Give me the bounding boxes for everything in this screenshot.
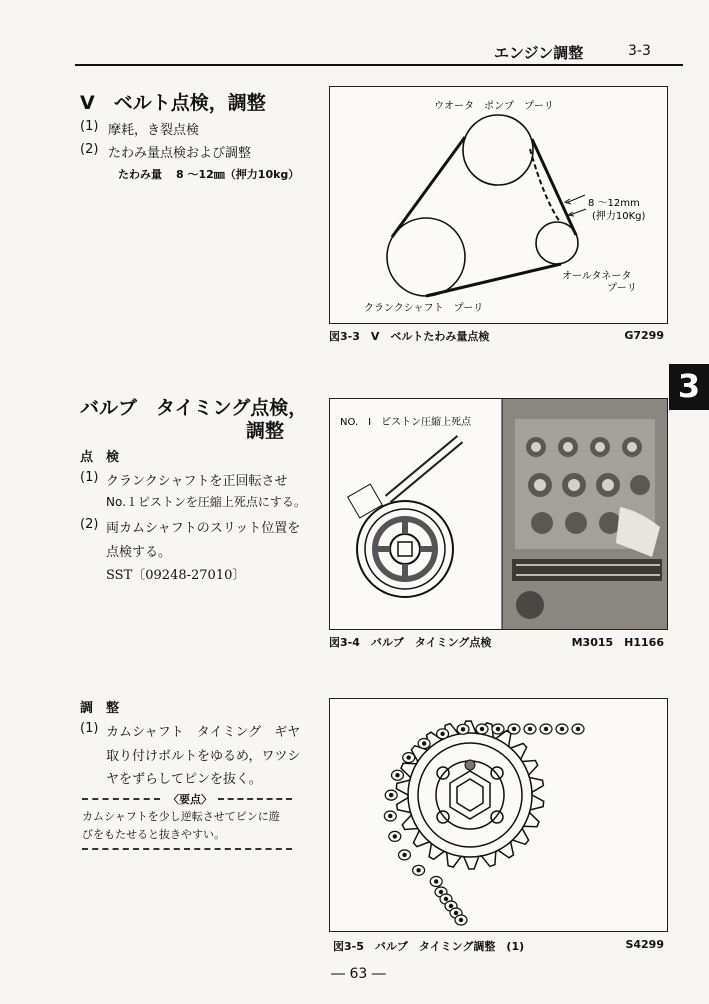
belt-diagram [330,87,667,323]
fig3-4-label: NO. I ピストン圧縮上死点 [340,417,472,428]
v-belt [392,137,576,296]
key-point-box [78,790,298,856]
label-deflection-2: (押力10Kg) [592,211,646,222]
chain-pin [496,727,499,730]
fig3-5-code: S4299 [625,938,664,951]
label-water-pump: ウオータ ポンプ プーリ [434,101,554,112]
figure-3-3 [329,86,668,324]
adjust-item-1-line3: ヤをずらしてピンを抜く。 [106,772,262,787]
label-crankshaft: クランクシャフト プーリ [364,303,484,314]
fig3-3-caption: 図3-3 V ベルトたわみ量点検 [329,330,490,343]
chain-pin [435,880,438,883]
figure-3-4 [329,398,668,630]
chain-pin [390,794,393,797]
key-point-bottom-rule [82,848,292,850]
label-alternator-1: オールタネータ [562,271,632,282]
header-section: エンジン調整 [494,44,584,62]
chain-pin [441,732,444,735]
chain-pin [393,835,396,838]
check-item-1-num: (1) [80,470,99,485]
chain-pin [459,918,462,921]
chain-pin [449,904,452,907]
section1-item-2-num: (2) [80,142,99,157]
header-rule [75,64,683,66]
chain-pin [407,756,410,759]
fig3-3-code: G7299 [624,329,664,342]
key-point-line2: びをもたせると抜きやすい。 [82,828,225,841]
label-alternator-2: プーリ [607,283,637,294]
check-item-2-line1: 両カムシャフトのスリット位置を [106,521,301,536]
figure-3-5 [329,698,668,932]
deflection-arrows [565,195,586,216]
chain-pin [417,869,420,872]
header-number: 3-3 [628,43,651,59]
section1-item-1-text: 摩耗，き裂点検 [108,123,200,138]
page-number: ― 63 ― [331,966,386,982]
chain-pin [528,727,531,730]
valve-timing-check-illustration [330,399,667,629]
section1-item-1-num: (1) [80,119,99,134]
fig3-4-caption: 図3-4 バルブ タイミング点検 [329,636,492,649]
check-heading: 点 検 [80,450,120,465]
chain-pin [544,727,547,730]
timing-gear-illustration [330,699,667,931]
check-item-1-line2: No.１ピストンを圧縮上死点にする。 [106,495,306,509]
check-item-2-num: (2) [80,517,99,532]
key-point-top-rule-right [218,798,292,800]
running-header [480,42,680,62]
spec-label: たわみ量 [118,168,162,181]
chain-pin [480,727,483,730]
chain-pin [439,890,442,893]
sst-number: SST〔09248-27010〕 [106,568,246,583]
adjust-item-1-line2: 取り付けボルトをゆるめ，ワツシ [106,749,301,764]
check-item-2-line2: 点検する。 [106,545,172,560]
chapter-tab [669,364,709,410]
adjust-heading: 調 整 [80,701,120,716]
water-pump-pulley [463,115,533,185]
chain-pin [512,727,515,730]
section1-item-2-text: たわみ量点検および調整 [108,146,252,161]
chain-pin [389,814,392,817]
chain-pin [403,853,406,856]
chain-pin [461,728,464,731]
key-point-label: 〈要点〉 [168,793,212,806]
check-item-1-line1: クランクシャフトを正回転させ [106,474,288,489]
label-deflection-1: 8 ～12mm [588,198,640,209]
deflected-belt [530,149,560,222]
section2-title-line2: 調整 [246,420,285,442]
adjust-item-1-line1: カムシャフト タイミング ギヤ [106,725,301,740]
key-point-top-rule [82,798,160,800]
section1-title: V ベルト点検，調整 [80,92,266,114]
fig3-5-caption: 図3-5 バルブ タイミング調整 (1) [333,940,525,953]
section2-title-line1: バルブ タイミング点検， [80,397,308,419]
timing-pin [465,760,475,770]
chain-pin [454,911,457,914]
chapter-tab-label: 3 [677,367,701,405]
chain-pin [423,742,426,745]
chain-pin [396,774,399,777]
fig3-4-code: M3015 H1166 [571,636,664,649]
spec-value: 8 ～12㎜（押力10kg） [176,168,300,181]
key-point-line1: カムシャフトを少し逆転させてピンに遊 [82,810,280,823]
chain-pin [560,727,563,730]
crankshaft-pulley-drawing [348,439,460,597]
chain-pin [444,897,447,900]
chain-pin [576,727,579,730]
adjust-item-1-num: (1) [80,721,99,736]
